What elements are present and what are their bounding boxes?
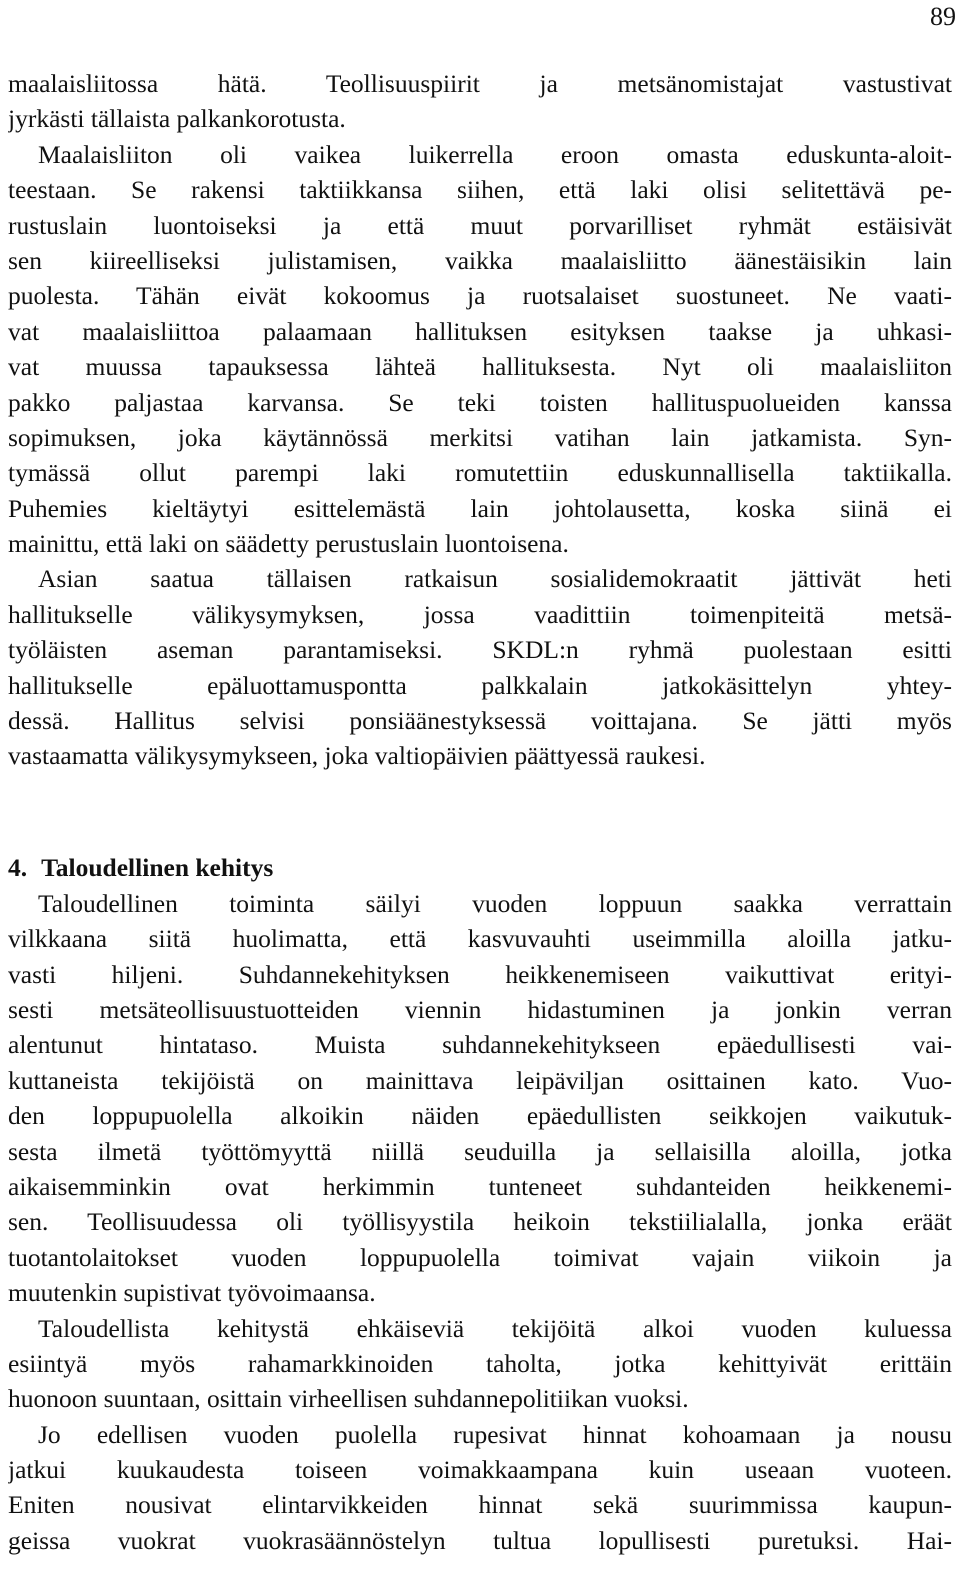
- text-line: kuttaneista tekijöistä on mainittava leipäviljan osittainen kato. Vuo-: [8, 1065, 952, 1095]
- text-line: Jo edellisen vuoden puolella rupesivat hinnat kohoamaan ja nousu: [38, 1419, 952, 1449]
- text-line: vastaamatta välikysymykseen, joka valtiopäivien päättyessä raukesi.: [8, 741, 706, 771]
- section-heading: [8, 850, 952, 886]
- text-line: muutenkin supistivat työvoimaansa.: [8, 1278, 376, 1308]
- section-title: Taloudellinen kehitys: [41, 852, 274, 882]
- text-column: [8, 66, 952, 1558]
- text-line: tymässä ollut parempi laki romutettiin eduskunnallisella taktiikalla.: [8, 458, 952, 488]
- text-line: jatkui kuukaudesta toiseen voimakkaampana kuin useaan vuoteen.: [8, 1455, 952, 1485]
- text-line: Puhemies kieltäytyi esittelemästä lain johtolausetta, koska siinä ei: [8, 493, 952, 523]
- text-line: den loppupuolella alkoikin näiden epäedullisten seikkojen vaikutuk-: [8, 1101, 952, 1131]
- text-line: sesti metsäteollisuustuotteiden viennin hidastuminen ja jonkin verran: [8, 994, 952, 1024]
- text-line: mainittu, että laki on säädetty perustuslain luontoisena.: [8, 529, 569, 559]
- page-number: 89: [930, 2, 956, 31]
- text-line: hallitukselle välikysymyksen, jossa vaadittiin toimenpiteitä metsä-: [8, 599, 952, 629]
- text-line: sesta ilmetä työttömyyttä niillä seuduilla ja sellaisilla aloilla, jotka: [8, 1136, 952, 1166]
- text-line: maalaisliitossa hätä. Teollisuuspiirit ja metsänomistajat vastustivat: [8, 69, 952, 98]
- text-line: vat muussa tapauksessa lähteä hallituksesta. Nyt oli maalaisliiton: [8, 352, 952, 382]
- text-line: sopimuksen, joka käytännössä merkitsi vatihan lain jatkamista. Syn-: [8, 422, 952, 452]
- text-line: vat maalaisliittoa palaamaan hallituksen esityksen taakse ja uhkasi-: [8, 316, 952, 346]
- text-line: Maalaisliiton oli vaikea luikerrella eroon omasta eduskunta-aloit-: [38, 139, 952, 169]
- text-line: dessä. Hallitus selvisi ponsiäänestyksessä voittajana. Se jätti myös: [8, 706, 952, 736]
- text-line: Eniten nousivat elintarvikkeiden hinnat sekä suurimmissa kaupun-: [8, 1490, 952, 1520]
- text-line: aikaisemminkin ovat herkimmin tunteneet suhdanteiden heikkenemi-: [8, 1171, 952, 1201]
- text-line: Taloudellista kehitystä ehkäiseviä tekijöitä alkoi vuoden kuluessa: [38, 1313, 952, 1343]
- text-line: vasti hiljeni. Suhdannekehityksen heikkenemiseen vaikuttivat erityi-: [8, 959, 952, 989]
- text-line: tuotantolaitokset vuoden loppupuolella toimivat vajain viikoin ja: [8, 1242, 952, 1272]
- text-line: sen kiireelliseksi julistamisen, vaikka maalaisliitto äänestäisikin lain: [8, 245, 952, 275]
- text-line: vilkkaana siitä huolimatta, että kasvuvauhti useimmilla aloilla jatku-: [8, 924, 952, 954]
- paragraph: [8, 886, 952, 1311]
- paragraph: [8, 561, 952, 773]
- text-line: geissa vuokrat vuokrasäännöstelyn tultua lopullisesti puretuksi. Hai-: [8, 1525, 952, 1555]
- text-line: huonoon suuntaan, osittain virheellisen suhdannepolitiikan vuoksi.: [8, 1384, 689, 1414]
- text-line: rustuslain luontoiseksi ja että muut porvarilliset ryhmät estäisivät: [8, 210, 952, 240]
- paragraph: [8, 137, 952, 562]
- text-line: Taloudellinen toiminta säilyi vuoden loppuun saakka verrattain: [38, 888, 952, 918]
- section-spacer: [8, 774, 952, 850]
- text-line: esiintyä myös rahamarkkinoiden taholta, jotka kehittyivät erittäin: [8, 1348, 952, 1378]
- paragraph: [8, 66, 952, 137]
- text-line: teestaan. Se rakensi taktiikkansa siihen, että laki olisi selitettävä pe-: [8, 175, 952, 205]
- paragraph: [8, 1311, 952, 1417]
- text-line: hallitukselle epäluottamuspontta palkkalain jatkokäsittelyn yhtey-: [8, 670, 952, 700]
- text-line: puolesta. Tähän eivät kokoomus ja ruotsalaiset suostuneet. Ne vaati-: [8, 281, 952, 311]
- text-line: alentunut hintataso. Muista suhdannekehitykseen epäedullisesti vai-: [8, 1030, 952, 1060]
- text-line: pakko paljastaa karvansa. Se teki toisten hallituspuolueiden kanssa: [8, 387, 952, 417]
- paragraph: [8, 1417, 952, 1559]
- text-line: sen. Teollisuudessa oli työllisyystila heikoin tekstiilialalla, jonka eräät: [8, 1207, 952, 1237]
- text-line: Asian saatua tällaisen ratkaisun sosialidemokraatit jättivät heti: [38, 564, 952, 594]
- section-number: 4.: [8, 852, 28, 882]
- text-line: jyrkästi tällaista palkankorotusta.: [8, 104, 346, 134]
- text-line: työläisten aseman parantamiseksi. SKDL:n ryhmä puolestaan esitti: [8, 635, 952, 665]
